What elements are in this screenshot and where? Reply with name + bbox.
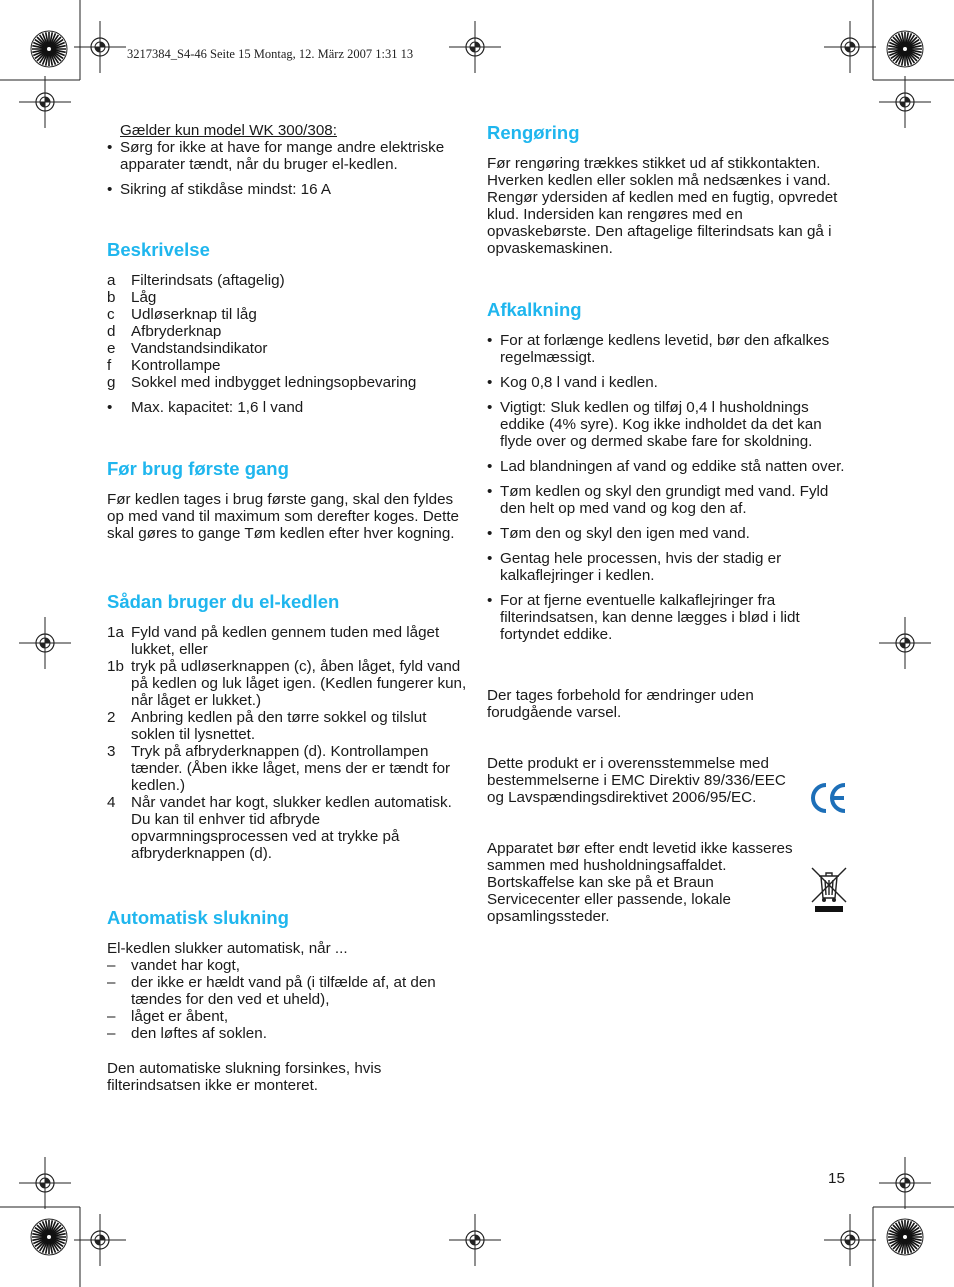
saadan-steps xyxy=(107,624,467,862)
foer-brug-text: Før kedlen tages i brug første gang, skal den fyldes op med vand til maximum som derefter koges. Dette skal gøres to gange Tøm kedlen efter hver kogning. xyxy=(107,491,459,542)
list-item: 1b tryk på udløserknappen (c), åben låget, fyld vand på kedlen og luk låget igen. (Kedlen fungerer kun, når låget er lukket.) xyxy=(107,658,467,709)
weee-bin-icon xyxy=(810,866,848,914)
forbehold-text: Der tages forbehold for ændringer uden forudgående varsel. xyxy=(487,687,754,721)
list-item: • For at fjerne eventuelle kalkaflejringer fra filterindsatsen, kan denne lægges i blød i lidt fortyndet eddike. xyxy=(487,592,800,643)
auto-intro: El-kedlen slukker automatisk, når ... xyxy=(107,940,348,957)
list-item: 2 Anbring kedlen på den tørre sokkel og tilslut soklen til lysnettet. xyxy=(107,709,427,743)
list-item: c Udløserknap til låg xyxy=(107,306,257,323)
left-column xyxy=(107,122,467,1094)
intro-bullet: • Sikring af stikdåse mindst: 16 A xyxy=(107,181,332,198)
auto-list xyxy=(107,957,467,1042)
list-item: – der ikke er hældt vand på (i tilfælde af, at den tændes for den ved et uheld), xyxy=(107,974,436,1008)
auto-footer: Den automatiske slukning forsinkes, hvis filterindsatsen ikke er monteret. xyxy=(107,1060,382,1094)
list-item: g Sokkel med indbygget ledningsopbevaring xyxy=(107,374,417,391)
list-item: – den løftes af soklen. xyxy=(107,1025,267,1042)
list-item: 4 Når vandet har kogt, slukker kedlen automatisk. xyxy=(107,794,452,811)
weee-text: Apparatet bør efter endt levetid ikke kasseres sammen med husholdningsaffaldet. Bortskaffelse kan ske på et Braun Servicecenter eller passende, lokale opsamlingssteder. xyxy=(487,840,793,925)
list-item-continued: Du kan til enhver tid afbryde opvarmningsprocessen ved at trykke på afbryderknappen (d). xyxy=(131,811,400,862)
rengoering-heading: Rengøring xyxy=(487,122,580,143)
list-item: 1a Fyld vand på kedlen gennem tuden med låget lukket, eller xyxy=(107,624,440,658)
afkalkning-list xyxy=(487,332,849,643)
auto-heading: Automatisk slukning xyxy=(107,907,289,928)
list-item: – vandet har kogt, xyxy=(107,957,240,974)
list-item: e Vandstandsindikator xyxy=(107,340,268,357)
page-number: 15 xyxy=(828,1170,845,1187)
list-item: • Kog 0,8 l vand i kedlen. xyxy=(487,374,658,391)
list-item: a Filterindsats (aftagelig) xyxy=(107,272,285,289)
foer-brug-heading: Før brug første gang xyxy=(107,458,289,479)
beskrivelse-heading: Beskrivelse xyxy=(107,239,210,260)
list-item: – låget er åbent, xyxy=(107,1008,229,1025)
list-item: b Låg xyxy=(107,289,157,306)
ce-mark-icon xyxy=(810,781,848,815)
print-slug: 3217384_S4-46 Seite 15 Montag, 12. März 2007 1:31 13 xyxy=(127,47,414,61)
list-item: • Tøm den og skyl den igen med vand. xyxy=(487,525,750,542)
intro-bullet: • Sørg for ikke at have for mange andre elektriske apparater tændt, når du bruger el-kedlen. xyxy=(107,139,445,173)
saadan-heading: Sådan bruger du el-kedlen xyxy=(107,591,340,612)
ce-text: Dette produkt er i overensstemmelse med bestemmelserne i EMC Direktiv 89/336/EEC og Lavspændingsdirektivet 2006/95/EC. xyxy=(487,755,786,806)
rengoering-text: Før rengøring trækkes stikket ud af stikkontakten. Hverken kedlen eller soklen må nedsænkes i vand. Rengør ydersiden af kedlen med en fugtig, opvredet klud. Indersiden kan rengøres med en opvaskebørste. Den aftagelige filterindsats kan gå i opvaskemaskinen. xyxy=(487,155,838,257)
list-item: • Lad blandningen af vand og eddike stå natten over. xyxy=(487,458,845,475)
list-item: 3 Tryk på afbryderknappen (d). Kontrollampen tænder. (Åben ikke låget, mens der er tændt for kedlen.) xyxy=(107,743,451,794)
list-item: f Kontrollampe xyxy=(107,357,221,374)
list-item: • For at forlænge kedlens levetid, bør den afkalkes regelmæssigt. xyxy=(487,332,830,366)
intro-heading: Gælder kun model WK 300/308: xyxy=(120,122,337,139)
afkalkning-heading: Afkalkning xyxy=(487,299,582,320)
list-item: d Afbryderknap xyxy=(107,323,222,340)
capacity-bullet: • Max. kapacitet: 1,6 l vand xyxy=(107,399,304,416)
list-item: • Tøm kedlen og skyl den grundigt med vand. Fyld den helt op med vand og kog den af. xyxy=(487,483,829,517)
beskrivelse-list xyxy=(107,272,467,391)
list-item: • Vigtigt: Sluk kedlen og tilføj 0,4 l husholdnings eddike (4% syre). Kog ikke indholdet da det kan flyde over og dermed skabe fare for skoldning. xyxy=(487,399,822,450)
right-column xyxy=(487,122,849,925)
list-item: • Gentag hele processen, hvis der stadig er kalkaflejringer i kedlen. xyxy=(487,550,782,584)
